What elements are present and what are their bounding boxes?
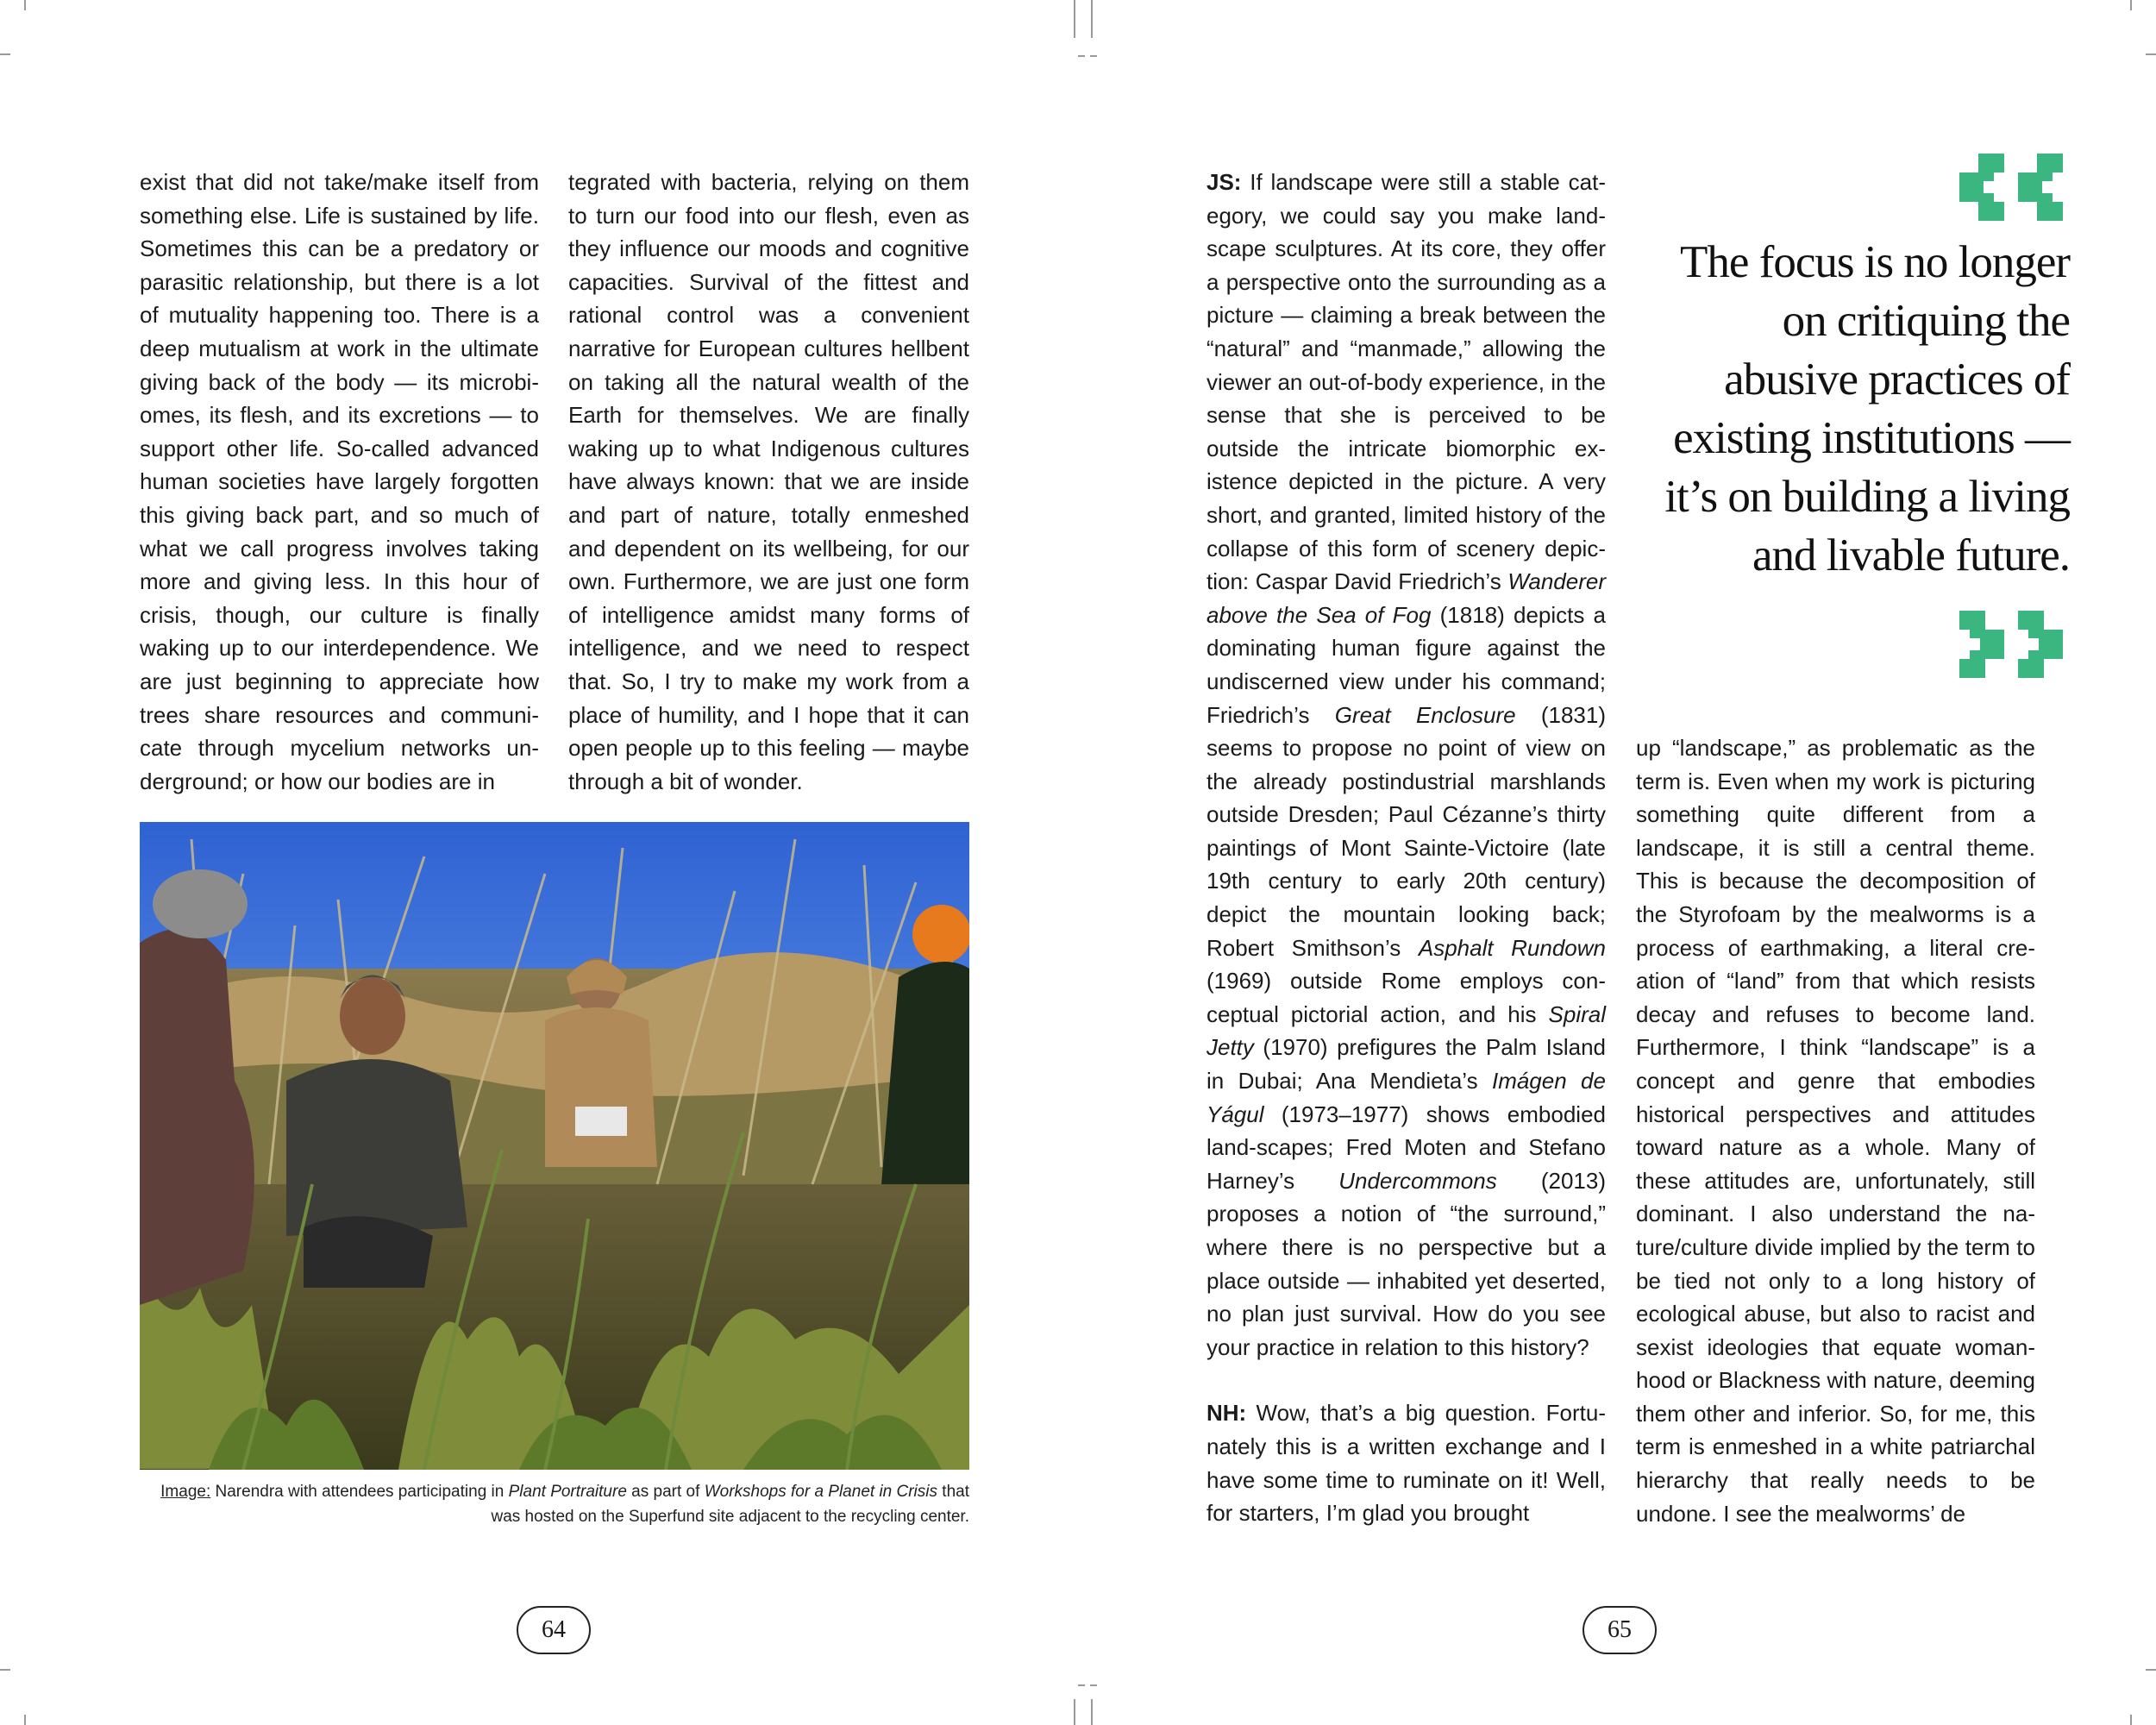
close-quote-icon xyxy=(1959,611,2070,682)
crop-mark xyxy=(2130,1715,2132,1725)
pull-quote: The focus is no longer on critiquing the abusive practices of existing institutions — it’s on building a living and livable future. xyxy=(1664,237,2070,580)
nh-paragraph xyxy=(1206,1396,1606,1529)
right-column-2 xyxy=(1636,731,2035,1530)
text: (1831) seems to propose no point of view on the already postindustrial marshlands outside Dresden; Paul Cézanne’s thirty paintings of Mont Sainte-Victoire (late 19th century to early 20th century) depict the mountain looking back; Robert Smithson’s xyxy=(1206,701,1606,961)
crop-mark xyxy=(2146,53,2156,55)
caption-text: Narendra with attendees participating in xyxy=(210,1483,509,1501)
text: If landscape were still a stable category, we could say you make landscape sculptures. At its core, they offer a perspective onto the surrounding as a picture — claiming a break between the “natural” and “manmade,” allowing the viewer an out-of-body experience, in the sense that she is perceived to be outside the intricate biomorphic existence depicted in the picture. A very short, and granted, limited history of the collapse of this form of scenery depiction: Caspar David Friedrich’s xyxy=(1206,169,1606,595)
text: (2013) proposes a notion of “the surround,” where there is no perspective but a place outside — inhabited yet deserted, no plan just survival. How do you see your practice in relation to this history? xyxy=(1206,1167,1606,1360)
crop-mark xyxy=(1090,1684,1097,1686)
page-number-text: 65 xyxy=(1608,1616,1632,1643)
crop-mark xyxy=(1091,1699,1093,1725)
text: Wow, that’s a big question. Fortunately this is a written exchange and I have some time to ruminate on it! Well, for starters, I’m glad you brought xyxy=(1206,1400,1606,1527)
paragraph: tegrated with bacteria, relying on them to turn our food into our flesh, even as they influence our moods and cognitive capacities. Survival of the fittest and rational control was a convenient narrative for European cultures hellbent on taking all the natural wealth of the Earth for themselves. We are finally waking up to what Indigenous cultures have always known: that we are inside and part of nature, totally enmeshed and dependent on its wellbeing, for our own. Furthermore, we are just one form of intelligence amidst many forms of intelligence, and we need to respect that. So, I try to make my work from a place of humility, and I hope that it can open people up to this feeling — maybe through a bit of wonder. xyxy=(568,169,969,794)
crop-mark xyxy=(0,1669,10,1671)
caption-title: Plant Portraiture xyxy=(508,1483,627,1501)
crop-mark xyxy=(1090,55,1097,57)
crop-mark xyxy=(2130,0,2132,10)
paragraph: exist that did not take/make itself from something else. Life is sustained by life. Sometimes this can be a predatory or parasitic relationship, but there is a lot of mutuality happening too. There is a deep mutualism at work in the ultimate giving back of the body — its microbiomes, its flesh, and its excretions — to support other life. So-called advanced human societies have largely forgotten this giving back part, and so much of what we call progress involves taking more and giving less. In this hour of crisis, though, our culture is finally waking up to our interdependence. We are just beginning to appreciate how trees share resources and communicate through mycelium networks underground; or how our bodies are in xyxy=(140,169,539,794)
text: (1818) depicts a dominating human figure against the undiscerned view under his command; Friedrich’s xyxy=(1206,601,1607,728)
artwork-title: Imágen de Yágul xyxy=(1206,1068,1606,1127)
right-column-1 xyxy=(1206,166,1606,1530)
text: (1969) outside Rome employs conceptual pictorial action, and his xyxy=(1206,968,1606,1027)
page-number-text: 64 xyxy=(542,1616,566,1643)
artwork-title: Wanderer above the Sea of Fog xyxy=(1206,568,1606,628)
caption-text: that was hosted on the Superfund site adjacent to the recycling center. xyxy=(491,1483,969,1526)
photo-caption xyxy=(140,1479,969,1529)
crop-mark xyxy=(1078,55,1085,57)
crop-mark xyxy=(1091,0,1093,38)
crop-mark xyxy=(24,0,26,10)
crop-mark xyxy=(24,1715,26,1725)
artwork-title: Great Enclosure xyxy=(1334,701,1516,728)
crop-mark xyxy=(0,53,10,55)
paragraph: up “landscape,” as problematic as the term is. Even when my work is picturing something quite different from a landscape, it is still a central theme. This is because the decomposition of the Styrofoam by the mealworms is a process of earthmaking, a literal creation of “land” from that which resists decay and refuses to become land. Furthermore, I think “landscape” is a concept and genre that embodies historical perspectives and attitudes toward nature as a whole. Many of these attitudes are, unfortunately, still dominant. I also understand the nature/culture divide implied by the term to be tied not only to a long history of ecological abuse, but also to racist and sexist ideologies that equate womanhood or Blackness with nature, deeming them other and inferior. So, for me, this term is enmeshed in a white patriarchal hierarchy that really needs to be undone. I see the mealworms’ de xyxy=(1636,735,2035,1527)
speaker-js: JS: xyxy=(1206,169,1242,195)
open-quote-icon xyxy=(1959,154,2070,225)
crop-mark xyxy=(1078,1684,1085,1686)
text: (1970) prefigures the Palm Island in Dubai; Ana Mendieta’s xyxy=(1206,1034,1606,1095)
caption-text: as part of xyxy=(626,1483,705,1501)
speaker-nh: NH: xyxy=(1206,1400,1247,1427)
left-column-1 xyxy=(140,166,539,798)
workshop-photo xyxy=(140,822,969,1470)
caption-title: Workshops for a Planet in Crisis xyxy=(704,1483,938,1501)
caption-label: Image: xyxy=(160,1483,211,1501)
crop-mark xyxy=(1074,1699,1075,1725)
left-column-2 xyxy=(568,166,969,798)
text: (1973–1977) shows embodied land-scapes; Fred Moten and Stefano Harney’s xyxy=(1206,1101,1606,1194)
artwork-title: Spiral Jetty xyxy=(1206,1000,1606,1061)
js-paragraph xyxy=(1206,166,1606,1364)
page-number-left xyxy=(517,1606,591,1654)
crop-mark xyxy=(1074,0,1075,38)
artwork-title: Undercommons xyxy=(1338,1167,1497,1194)
crop-mark xyxy=(2146,1669,2156,1671)
page-number-right xyxy=(1583,1606,1657,1654)
artwork-title: Asphalt Rundown xyxy=(1418,934,1606,961)
